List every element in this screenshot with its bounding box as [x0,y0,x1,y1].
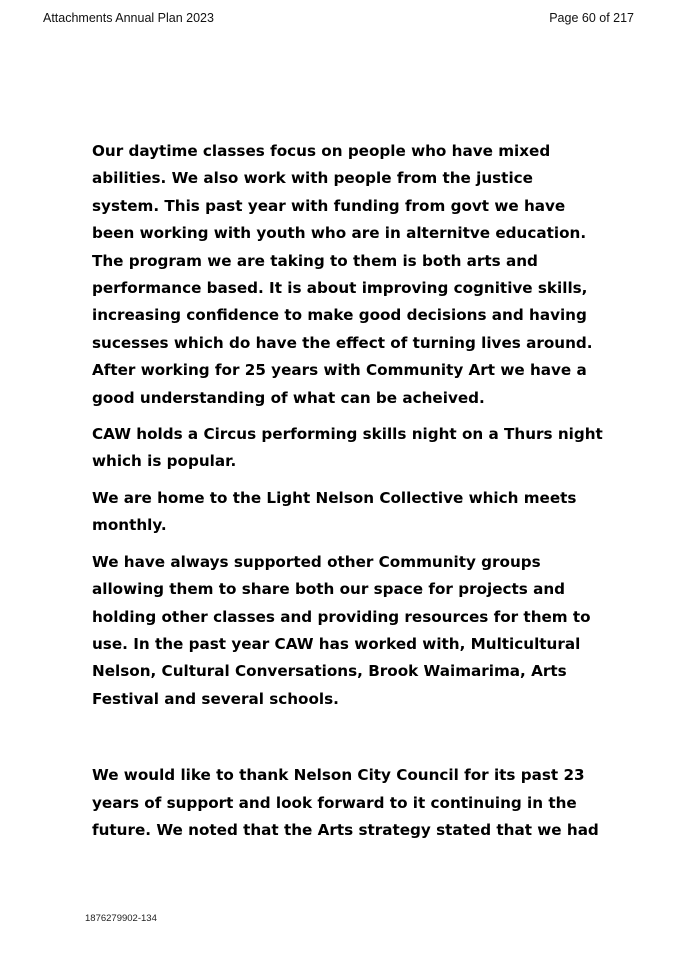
text-line: monthly. [92,516,167,535]
text-line: good understanding of what can be acheived. [92,388,485,407]
paragraph-light-nelson [92,485,587,540]
text-line: abilities. We also work with people from the justice [92,169,533,188]
paragraph-spacer [92,722,587,762]
paragraph-daytime-classes [92,138,593,412]
text-line: which is popular. [92,452,237,471]
text-line: system. This past year with funding from govt we have [92,196,566,215]
paragraph-thanks [92,762,599,844]
document-id: 1876279902-134 [85,913,157,924]
text-line: Nelson, Cultural Conversations, Brook Waimarima, Arts [92,662,567,681]
text-line: performance based. It is about improving cognitive skills, [92,279,588,298]
page-number: Page 60 of 217 [549,11,634,25]
text-line: allowing them to share both our space for projects and [92,580,566,599]
paragraph-circus-night [92,421,603,476]
text-line: holding other classes and providing resources for them to [92,607,591,626]
text-line: The program we are taking to them is both arts and [92,251,538,270]
text-line: increasing confidence to make good decisions and having [92,306,587,325]
text-line: sucesses which do have the effect of turning lives around. [92,333,593,352]
text-line: We would like to thank Nelson City Council for its past 23 [92,766,585,785]
text-line: been working with youth who are in alternitve education. [92,224,587,243]
text-line: use. In the past year CAW has worked with, Multicultural [92,634,581,653]
text-line: After working for 25 years with Community Art we have a [92,361,587,380]
text-line: We are home to the Light Nelson Collective which meets [92,488,577,507]
text-line: CAW holds a Circus performing skills night on a Thurs night [92,425,603,444]
text-line: future. We noted that the Arts strategy stated that we had [92,820,599,839]
paragraph-community-groups [92,549,591,713]
text-line: Our daytime classes focus on people who have mixed [92,142,551,160]
document-title: Attachments Annual Plan 2023 [43,11,214,25]
text-line: Festival and several schools. [92,689,339,708]
text-line: We have always supported other Community groups [92,552,541,571]
body-text [92,138,603,853]
text-line: years of support and look forward to it continuing in the [92,793,577,812]
